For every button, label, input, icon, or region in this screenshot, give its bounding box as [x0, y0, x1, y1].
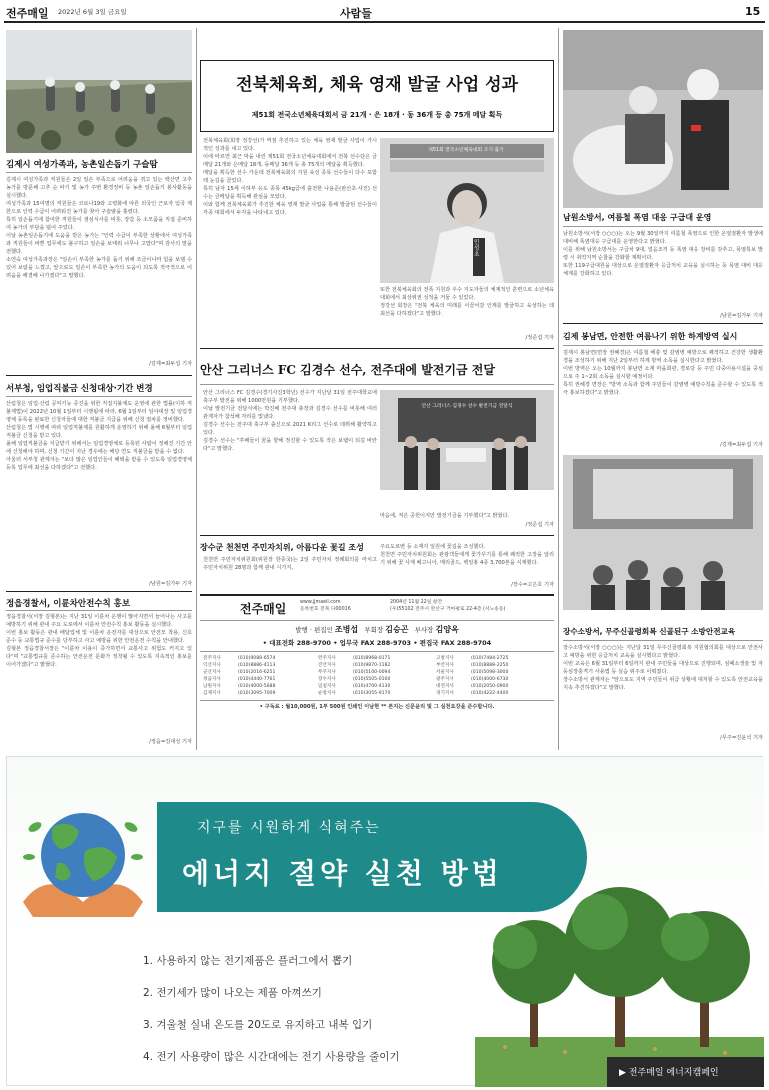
ad-tip: 4. 전기 사용량이 많은 시간대에는 전기 사용량을 줄이기 [143, 1051, 400, 1063]
seobuk-body: 산림청은 임업·산림 공익기능 증진을 위한 직접지불제도 운영에 관한 법률(이하 직불제법)이 2022년 10월 1일부터 시행됨에 따라, 6월 1일부터 임야대장 및 임업경영체 등록을 완료한 신청자들에 대한 직불금 지급을 위해 신청 절차를 정비했다. 산림청은 법 시행에 따라 임업직불제를 원활하게 운영하기 위해 올해 6월부터 임업직불금 신청을 받고 있다. 올해 임업직불금을 지급받기 위해서는 임업경영체로 등록된 사람이 정해진 기간 안에 신청해야 하며, 신청 기간이 지난 경우에는 해당 연도 직불금을 받을 수 없다. 아울러 서부청 관계자는 "보다 많은 임업인들이 혜택을 받을 수 있도록 임업경영체 등록 업무에 최선을 다하겠다"고 전했다. [6, 401, 192, 471]
main-subtitle: 제51회 전국소년체육대회서 금 21개 · 은 18개 · 동 36개 등 총 75개 메달 획득 [251, 111, 503, 119]
divider [6, 375, 192, 376]
judo-photo-label: 민성초 [474, 240, 480, 258]
ad-tip: 3. 겨울철 실내 온도를 20도로 유지하고 내복 입기 [143, 1019, 373, 1031]
bureau-phones-3: (010)7484-2725 (010)8888-2250 (010)5098-3000 (010)4000-6730 (010)2050-0900 (010)4222-4400 [471, 656, 509, 696]
main-body-left: 전북체육회(회장 정강선)가 역점 추진하고 있는 체육 영재 발굴 사업이 가시적인 성과를 내고 있다. 이에 따르면 최근 막을 내린 제51회 전국소년체육대회에서 전북 선수단은 금메달 21개와 은메달 18개, 동메달 36개 등 총 75개의 메달을 획득했다. 메달을 획득한 선수 가운데 전북체육회의 지원 육성 종목 선수들이 다수 포함돼 눈길을 끌었다. 특히 남자 15세 이하부 유도 종목 45kg급에 출전한 나윤준(완산초·사진) 선수는 금메달을 획득해 관심을 모았다. 이와 함께 전북체육회가 추진한 체육 영재 발굴 사업을 통해 발굴된 선수들이 각종 대회에서 두각을 나타내고 있다. [203, 138, 377, 216]
staff-role: 부사장 [414, 626, 434, 634]
bureau-phones-1: (010)9088-6574 (010)8886-4113 (010)2016-6251 (010)4440-7761 (010)4000-5688 (010)3095-7009 [238, 656, 276, 696]
divider [200, 620, 554, 621]
campaign-label: ▶ 전주매일 에너지캠페인 [619, 1068, 719, 1078]
ad-tip: 1. 사용하지 않는 전기제품은 플러그에서 뽑기 [143, 955, 353, 967]
colophon-staff [200, 624, 554, 635]
ad-tip: 2. 전기세가 많이 나오는 제품 아껴쓰기 [143, 987, 322, 999]
divider [563, 323, 763, 324]
soccer-body-left: 안산 그리너스 FC 김경수(경기사진3학년) 선수가 지난달 31일 전주대학교에 축구부 발전을 위해 1000만원을 기부했다. 이날 발전기금 전달식에는 박진배 전주대 총장과 김경수 선수를 비롯해 여러 관계자가 참석해 자리를 빛냈다. 김경수 선수는 전주대 축구부 출신으로 2021 K리그 선수로 데뷔해 활약하고 있다. 김경수 선수는 "후배들이 꿈을 향해 정진할 수 있도록 작은 보탬이 되길 바란다"고 말했다. [203, 390, 377, 452]
colophon-name: 전주매일 [240, 602, 287, 616]
gimje-bang-byline: /김제=최두섭 기자 [720, 442, 763, 448]
jeongeup-police-body: 정읍경찰서(서장 김형본)는 지난 31일 이륜차 운행이 많아지면서 늘어나는 사고를 예방하기 위해 관내 주요 도로에서 이륜차 안전수칙 홍보 활동을 실시했다. 이번 홍보 활동은 관내 배달업체 및 이륜차 운전자를 대상으로 안전모 착용, 신호 준수 등 교통법규 준수를 당부하고 사고 예방을 위한 안전운전 수칙을 안내했다. 김형본 정읍경찰서장은 "이륜차 이용이 증가하면서 교통사고 위험도 커지고 있다"며 "교통법규를 준수하는 안전운전 문화가 정착될 수 있도록 지속적인 홍보를 이어가겠다"고 밝혔다. [6, 614, 192, 668]
gimje-bang-title: 김제 봉남면, 안전한 여름나기 위한 하계방역 실시 [563, 332, 738, 341]
masthead-rule [4, 21, 765, 23]
staff-name: 조병섭 [334, 625, 359, 634]
bureau-phones-2: (010)8968-0171 (010)9870-1182 (010)5100-0094 (010)5505-0100 (010)4700-4130 (010)3055-9170 [353, 656, 391, 696]
jangsu-flower-byline: /장수=고은호 기자 [511, 582, 554, 588]
namwon-fire-photo [563, 30, 763, 208]
jeongeup-police-title: 정읍경찰서, 이륜차안전수칙 홍보 [6, 599, 131, 609]
soccer-byline: /정준섭 기자 [525, 522, 554, 528]
ad-subtitle: 지구를 시원하게 식혀주는 [197, 820, 381, 836]
page-number: 15 [745, 5, 761, 18]
ad-tips-list [143, 945, 400, 1073]
main-title: 전북체육회, 체육 영재 발굴 사업 성과 [236, 75, 518, 95]
divider [200, 348, 554, 349]
judo-athlete-photo [380, 138, 554, 283]
colophon-registration: 등록번호 전북 다00016 [300, 607, 351, 612]
colophon-phones: • 대표전화 288-9700 • 업무국 FAX 288-9703 • 편집국 FAX 288-9704 [262, 639, 492, 647]
divider [6, 591, 192, 592]
staff-role: 발행 · 편집인 [295, 626, 333, 634]
namwon-fire-title: 남원소방서, 여름철 폭염 대응 구급대 운영 [563, 213, 712, 222]
divider [563, 345, 763, 346]
divider [200, 700, 554, 701]
jangsu-flower-body-right: 주요도로변 등 소재지 일원에 꽃길을 조성했다. 천천면 주민자치위원회는 관광객들에게 꽃가꾸기를 통해 쾌적한 고장을 알리기 위해 꽃 사계 베고니아, 메리골드, 백일홍 4종 3,700본을 식재했다. [380, 544, 554, 566]
trees-illustration [475, 877, 764, 1087]
gimje-bang-body: 김제시 봉남면(면장 권혜경)은 여름철 해충 및 감염병 예방으로 쾌적하고 건강한 생활환경을 조성하기 위해 지난 2일부터 하계 방역 소독을 실시한다고 밝혔다. 이번 방역은 오는 10월까지 봉남면 소재 마을회관, 경로당 등 주민 다중이용시설을 중심으로 주 1~2회 소독을 실시할 예정이다. 특히 권혜경 면장은 "방역 소독과 함께 주민들이 감염병 예방수칙을 준수할 수 있도록 적극 홍보하겠다"고 밝혔다. [563, 350, 763, 396]
staff-role: 부회장 [364, 626, 384, 634]
divider [6, 610, 192, 611]
divider [6, 396, 192, 397]
bureau-names-1: 전주지사 익산지사 군산지사 정읍지사 남원지사 김제지사 [203, 656, 221, 696]
staff-name: 김승곤 [385, 625, 409, 634]
issue-date: 2022년 6월 3일 금요일 [58, 8, 127, 16]
main-byline: /정준섭 기자 [525, 335, 554, 341]
divider [563, 226, 763, 227]
namwon-fire-body: 남원소방서(서장 ○○○)는 오는 9월 30일까지 여름철 폭염으로 인한 온열질환자 발생에 대비해 폭염대응 구급대를 운영한다고 밝혔다. 이를 위해 남원소방서는 구급차 9대, 얼음조끼 등 폭염 대응 장비를 갖추고, 폭염특보 발령 시 취약지역 순찰을 강화할 계획이다. 또한 119구급대원을 대상으로 온열질환자 응급처치 교육을 실시하는 등 폭염 대비 대응 체계를 강화하고 있다. [563, 231, 763, 277]
gimje-women-title: 김제시 여성가족과, 농촌일손돕기 구슬땀 [6, 160, 158, 170]
donation-photo-banner: 안산 그리너스 김경수 선수 발전기금 전달식 [421, 404, 513, 409]
jangsu-fire-title: 장수소방서, 무주신골령회복 신골된구 소방안전교육 [563, 627, 736, 636]
column-divider [558, 28, 559, 750]
divider [200, 384, 554, 385]
jeongeup-police-byline: /정읍=김대성 기자 [149, 739, 192, 745]
column-divider [196, 28, 197, 750]
jangsu-flower-body: 천천면 주민자치위원회(위원장 한종국)는 2일 주민자치 정례회의를 마치고 주민자치위원 28명과 함께 관내 시가지, [203, 557, 379, 571]
ad-title: 에너지 절약 실천 방법 [182, 857, 503, 890]
main-body-right: 또한 전북체육회의 전폭 지원과 우수 지도자들의 체계적인 훈련으로 소년체육대회에서 최상위권 성적을 거둘 수 있었다. 정강선 회장은 "전북 체육의 미래를 이끌어갈 인재를 발굴하고 육성하는 데 최선을 다하겠다"고 말했다. [380, 287, 554, 317]
divider [200, 651, 554, 652]
gimje-women-byline: /김제=최두섭 기자 [149, 361, 192, 367]
seobuk-byline: /남원=김가두 기자 [149, 581, 192, 587]
colophon-founded: 2004년 11월 22일 창간 [390, 600, 443, 605]
paper-logo: 전주매일 [6, 7, 49, 20]
bureau-names-3: 고창지사 부안지사 서울지사 광주지사 대전지사 경기지사 [436, 656, 454, 696]
seobuk-title: 서부청, 임업직불금 신청대상·기간 변경 [6, 384, 153, 394]
jangsu-flower-title: 장수군 천천면 주민자치위, 아름다운 꽃길 조성 [200, 543, 364, 552]
divider [563, 640, 763, 641]
gimje-farm-photo [6, 30, 192, 153]
cpr-training-photo [563, 455, 763, 610]
divider [200, 535, 554, 536]
jangsu-fire-byline: /무주=진윤석 기자 [720, 735, 763, 741]
bureau-names-2: 완주지사 진안지사 무주지사 장수지사 임실지사 순창지사 [318, 656, 336, 696]
staff-name: 김양옥 [435, 625, 459, 634]
judo-photo-banner: 제51회 전국소년체육대회 조기 출기 [428, 148, 504, 153]
divider [6, 172, 192, 173]
colophon-url: www.jjmaeil.com [300, 600, 341, 605]
colophon-footer: • 구독료 : 월10,000원, 1부 500원 인쇄인 이남현 ** 본지는 신문윤리 및 그 실천요강을 준수합니다. [259, 704, 495, 710]
soccer-caption: 마음에, 직은 공헌이지만 발전기금을 기부했다"고 밝혔다. [380, 513, 510, 519]
energy-campaign-ad [6, 756, 763, 1086]
gimje-women-body: 김제시 여성가족과 직원들은 2일 일손 부족으로 어려움을 겪고 있는 백산면 고추 농가를 방문해 고추 순 따기 및 농가 주변 환경정비 등 농촌 일손돕기 봉사활동을 실시했다. 여성가족과 15여명의 직원들은 코로나19와 고령화에 따른 외국인 근로자 입국 제한으로 인력 수급이 어려워진 농가를 찾아 구슬땀을 흘렸다. 특히 일손돕기에 참여한 직원들이 점심식사를 비롯, 장갑 등 소모품을 직접 준비하여 농가의 부담을 덜어 주었다. 이날 농촌일손돕기에 도움을 받은 농가는 "인력 수급이 부족한 상황에서 여성가족과 직원들이 바쁜 업무에도 불구하고 일손을 보태줘 너무나 고맙다"며 감사의 말을 전했다. 소연숙 여성가족과장은 "일손이 부족한 농가를 돕기 위해 조금이나마 힘을 보탤 수 있어 보람을 느꼈고, 앞으로도 일손이 부족한 농가의 도움이 되도록 적극적으로 어려움을 해결해 나가겠다"고 말했다. [6, 177, 192, 279]
section-name: 사람들 [340, 7, 372, 20]
jangsu-fire-body: 장수소방서(서장 ○○○)는 지난달 31일 무주신골령회복 지원협의회를 대상으로 안전사고 예방을 위한 응급처치 교육을 실시했다고 밝혔다. 이번 교육은 6월 31일부터 6일까지 관내 주민들을 대상으로 진행되며, 심폐소생술 및 자동심장충격기 사용법 등 실습 위주로 이뤄졌다. 장수소방서 관계자는 "앞으로도 지역 주민들이 위급 상황에 대처할 수 있도록 안전교육을 지속 추진하겠다"고 말했다. [563, 645, 763, 691]
globe-icon [13, 797, 153, 927]
namwon-fire-byline: /남원=김가두 기자 [720, 313, 763, 319]
colophon-address: (우)55102 전주시 완산구 거마평로 22-4층 (서노송동) [390, 607, 506, 612]
soccer-title: 안산 그리너스 FC 김경수 선수, 전주대에 발전기금 전달 [200, 363, 495, 377]
